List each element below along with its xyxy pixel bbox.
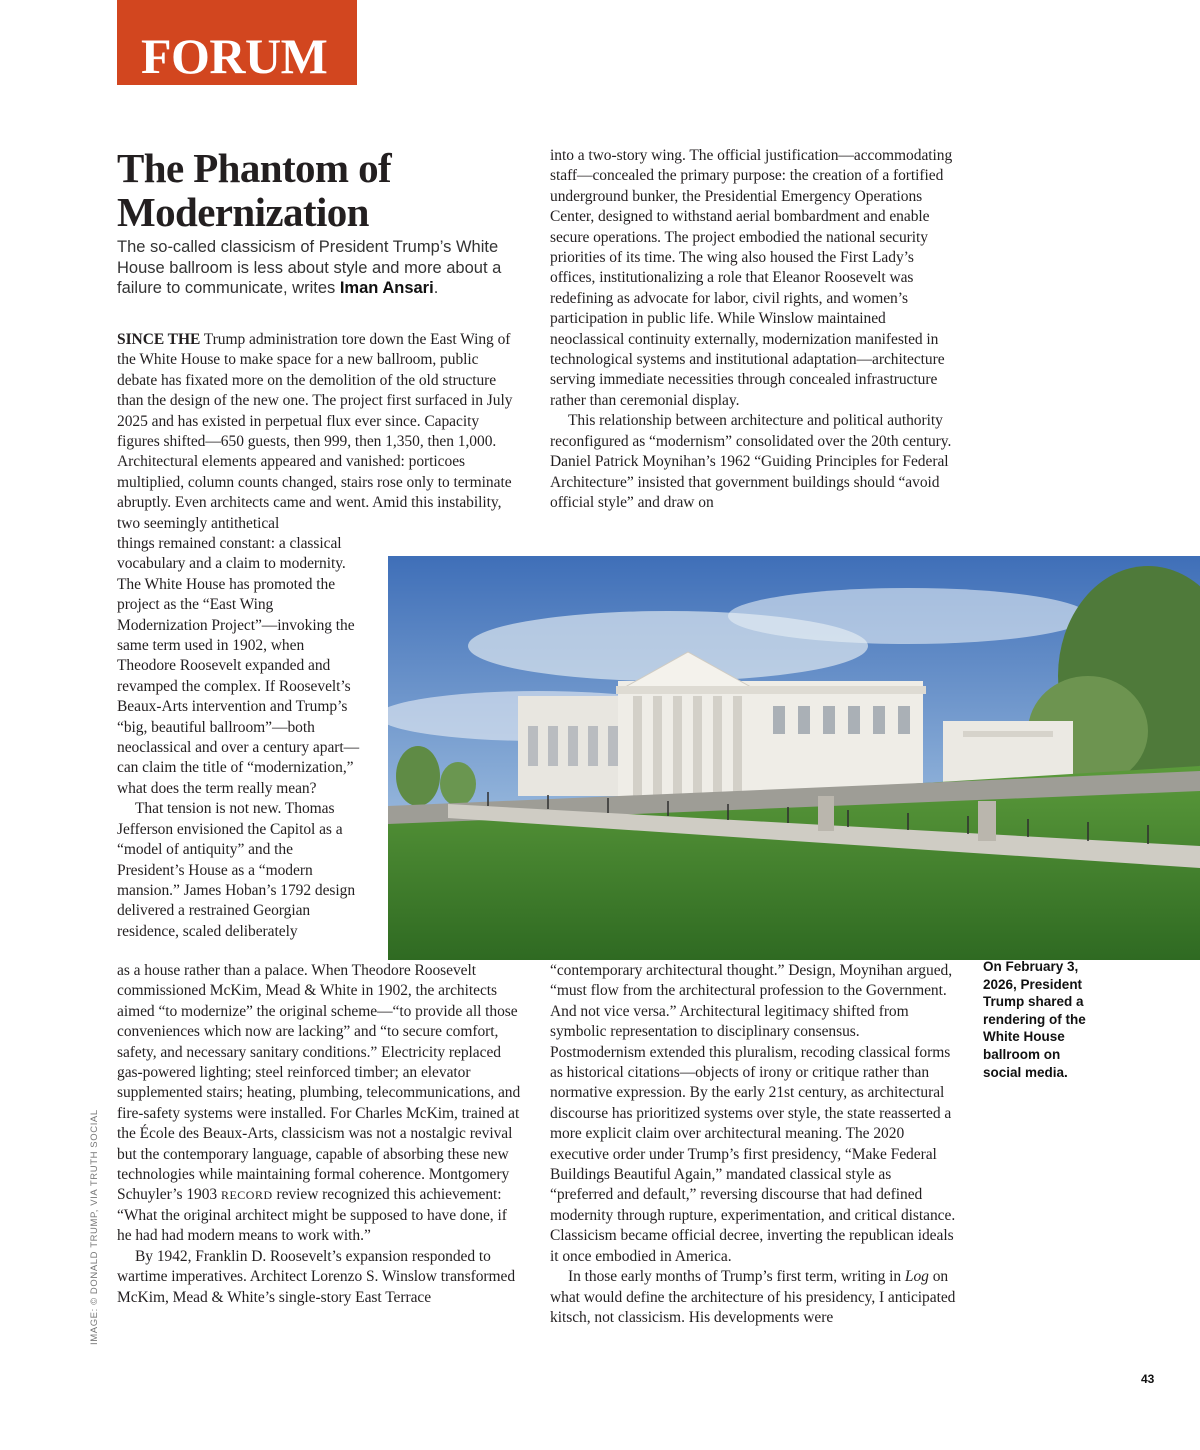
col1-paragraph-2-cont: as a house rather than a palace. When Theodore Roosevelt commissioned McKim, Mead & White in 1902, the architects aimed “to modernize” the original scheme—“to provide all those conveniences which now are lacking” and “to secure comfort, safety, and necessary sanitary conditions.” Electricity replaced gas-powered lighting; steel reinforced timber; an elevator supplemented stairs; heating, plumbing, telecommunications, and fire-safety systems were installed. For Charles McKim, trained at the École des Beaux-Arts, classicism was not a nostalgic revival but the contemporary language, capable of absorbing these new technologies while maintaining formal coherence. Montgomery Schuyler’s 1903 — [117, 962, 521, 1204]
ballroom-rendering-image — [388, 556, 1200, 960]
column-1-narrow — [117, 534, 362, 942]
section-banner: FORUM — [117, 0, 357, 85]
record-smallcaps: RECORD — [220, 1188, 273, 1203]
page-number: 43 — [1141, 1372, 1155, 1386]
dek-text: The so-called classicism of President Trump’s White House ballroom is less about style and more about a failure to communicate, writes — [117, 238, 502, 297]
photo-caption: On February 3, 2026, President Trump shared a rendering of the White House ballroom on social media. — [983, 959, 1086, 1080]
col1-paragraph-2: That tension is not new. Thomas Jefferson envisioned the Capitol as a “model of antiquity” and the President’s House as a “modern mansion.” James Hoban’s 1792 design delivered a restrained Georgian residence, scaled deliberately — [117, 800, 356, 940]
column-1-lower — [117, 961, 521, 1308]
author-name: Iman Ansari — [339, 279, 434, 297]
col2-paragraph-1: into a two-story wing. The official justification—accommodating staff—concealed the primary purpose: the creation of a fortified underground bunker, the Presidential Emergency Operations Center, designed to withstand aerial bombardment and enable secure operations. The project embodied the national security priorities of its time. The wing also housed the First Lady’s offices, institutionalizing a role that Eleanor Roosevelt was redefining as advocate for labor, civil rights, and women’s participation in public life. While Winslow maintained neoclassical continuity externally, modernization manifested in technological systems and institutional adaptation—architecture serving immediate necessities through concealed infrastructure rather than ceremonial display. — [550, 147, 953, 409]
col1-paragraph-2-end: review recognized this achievement: “What the original architect might be supposed to have done, if he had had modern means to work with.” — [117, 1186, 507, 1245]
column-1-upper — [117, 330, 513, 534]
image-credit: IMAGE: © DONALD TRUMP, VIA TRUTH SOCIAL — [89, 1109, 100, 1345]
col2-paragraph-2: This relationship between architecture and political authority reconfigured as “modernism” consolidated over the 20th century. Daniel Patrick Moynihan’s 1962 “Guiding Principles for Federal Architecture” insisted that government buildings should “avoid official style” and draw on — [550, 412, 952, 511]
article-title: The Phantom of Modernization — [117, 145, 392, 235]
col1-paragraph-1: Trump administration tore down the East Wing of the White House to make space for a new ballroom, public debate has fixated more on the demolition of the old structure than the design of the new one. The project first surfaced in July 2025 and has existed in perpetual flux ever since. Capacity figures shifted—650 guests, then 999, then 1,350, then 1,000. Architectural elements appeared and vanished: porticoes multiplied, column counts changed, stairs rose only to terminate abruptly. Even architects came and went. Amid this instability, two seemingly antithetical — [117, 331, 513, 532]
col2-paragraph-4-end: on what would define the architecture of his presidency, I anticipated kitsch, not classicism. His developments were — [550, 1268, 956, 1326]
log-italic: Log — [904, 1268, 929, 1286]
column-2-upper — [550, 146, 958, 513]
dek-end: . — [433, 279, 439, 297]
column-2-lower — [550, 961, 958, 1328]
col2-paragraph-4: In those early months of Trump’s first term, writing in — [568, 1268, 905, 1286]
col1-paragraph-3: By 1942, Franklin D. Roosevelt’s expansion responded to wartime imperatives. Architect Lorenzo S. Winslow transformed McKim, Mead & White’s single-story East Terrace — [117, 1247, 516, 1306]
article-dek — [117, 237, 537, 299]
col2-paragraph-3: “contemporary architectural thought.” Design, Moynihan argued, “must flow from the architectural profession to the Government. And not vice versa.” Architectural legitimacy shifted from symbolic representation to disciplinary consensus. Postmodernism extended this pluralism, recoding classical forms as historical citations—objects of irony or critique rather than normative expression. By the early 21st century, as architectural discourse has prioritized systems over style, the state reasserted a more explicit claim over architectural meaning. The 2020 executive order under Trump’s first presidency, “Make Federal Buildings Beautiful Again,” mandated classical style as “preferred and default,” reversing discourse that had defined modernity through rupture, experimentation, and critical distance. Classicism became official decree, inverting the republican ideals it once embodied in America. — [550, 962, 956, 1265]
lead-in: SINCE THE — [117, 331, 201, 348]
col1-paragraph-1-cont: things remained constant: a classical vocabulary and a claim to modernity. The White House has promoted the project as the “East Wing Modernization Project”—invoking the same term used in 1902, when Theodore Roosevelt expanded and revamped the complex. If Roosevelt’s Beaux-Arts intervention and Trump’s “big, beautiful ballroom”—both neoclassical and over a century apart—can claim the title of “modernization,” what does the term really mean? — [117, 535, 360, 797]
